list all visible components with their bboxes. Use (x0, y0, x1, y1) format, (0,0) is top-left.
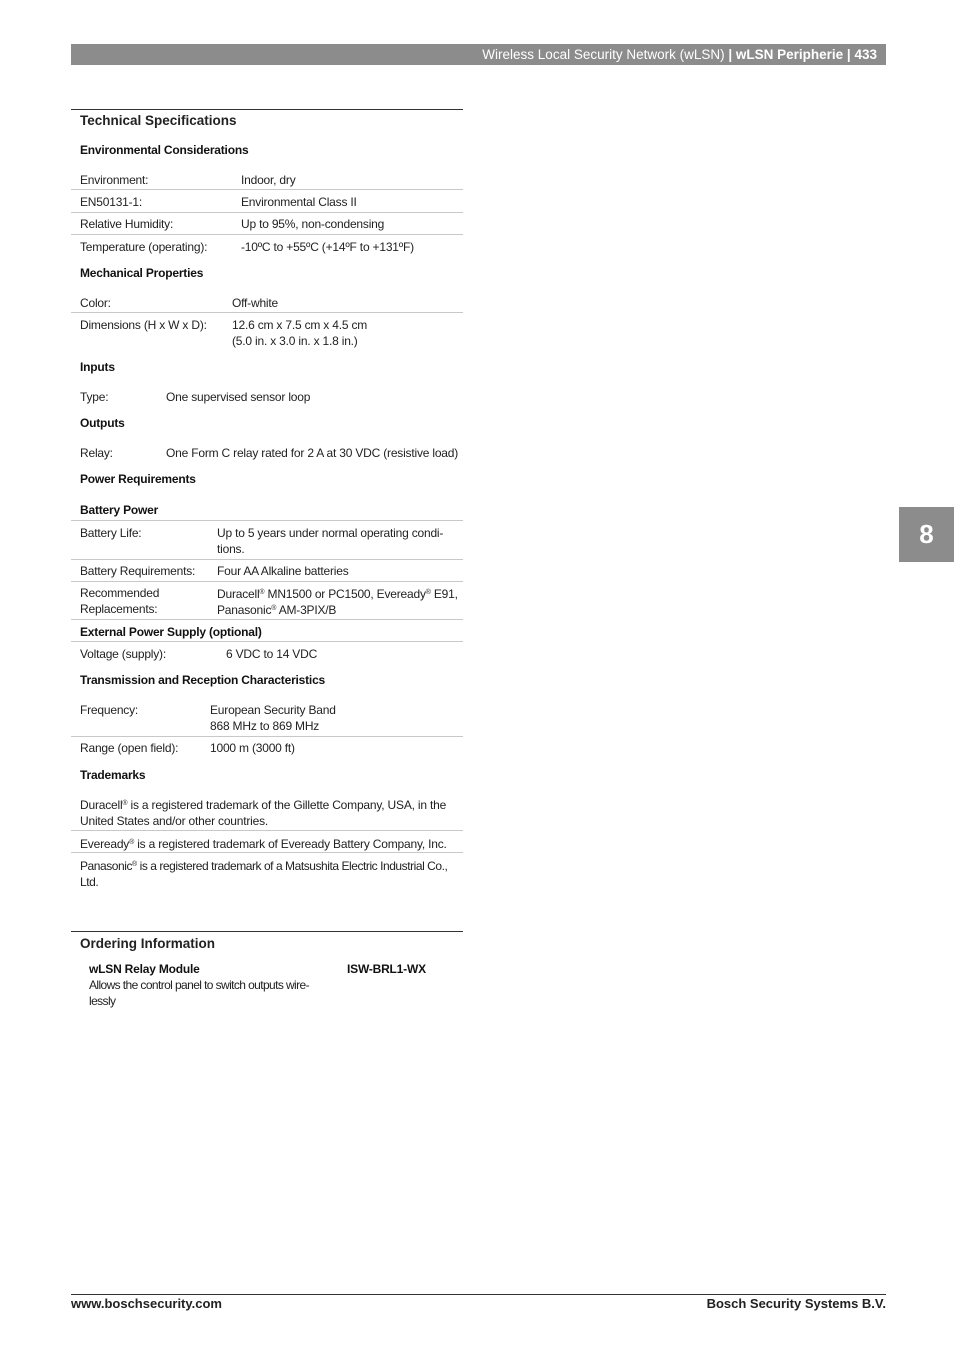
footer-url[interactable]: www.boschsecurity.com (71, 1296, 222, 1311)
trademark-text: is a registered trademark of Eveready Battery Company, Inc. (134, 837, 447, 851)
row-divider (71, 830, 463, 831)
footer-company: Bosch Security Systems B.V. (706, 1296, 886, 1311)
product-name: wLSN Relay Module (89, 962, 200, 976)
spec-label: Relay: (80, 446, 113, 460)
chapter-tab: 8 (899, 507, 954, 562)
spec-value: Up to 5 years under normal operating condi- (217, 526, 444, 540)
spec-label: Frequency: (80, 703, 139, 717)
value-text: E91, (430, 587, 458, 601)
spec-label: Battery Requirements: (80, 564, 196, 578)
spec-label-line2: Replacements: (80, 602, 158, 616)
page-header (71, 44, 886, 65)
transmission-heading: Transmission and Reception Characteristics (80, 673, 326, 687)
registered-mark: ® (129, 839, 135, 846)
trademark-text-line2: Ltd. (80, 875, 99, 889)
registered-mark: ® (132, 861, 137, 868)
trademark-text: is a registered trademark of a Matsushita Electric Industrial Co., (136, 859, 448, 873)
spec-label: Color: (80, 296, 111, 310)
trademarks-heading: Trademarks (80, 768, 146, 782)
battery-heading: Battery Power (80, 503, 159, 517)
registered-mark: ® (259, 589, 265, 596)
product-description-line1: Allows the control panel to switch outputs wire- (89, 978, 309, 992)
brand-panasonic: Panasonic (217, 603, 272, 617)
brand-eveready: Eveready (80, 837, 130, 851)
outputs-heading: Outputs (80, 416, 125, 430)
spec-label: Environment: (80, 173, 149, 187)
registered-mark: ® (122, 800, 128, 807)
spec-value: -10ºC to +55ºC (+14ºF to +131ºF) (241, 240, 414, 254)
footer-rule (71, 1294, 886, 1295)
spec-value: European Security Band (210, 703, 336, 717)
ordering-rule (71, 931, 463, 932)
ordering-title: Ordering Information (80, 936, 215, 951)
trademark-note (80, 796, 463, 829)
spec-value: 1000 m (3000 ft) (210, 741, 295, 755)
registered-mark: ® (425, 589, 431, 596)
row-divider (71, 312, 463, 313)
row-divider (71, 189, 463, 190)
product-description-line2: lessly (89, 994, 116, 1008)
spec-label: Dimensions (H x W x D): (80, 318, 207, 332)
row-divider (71, 619, 463, 620)
header-chapter: | wLSN Peripherie | 433 (728, 47, 877, 62)
row-divider (71, 520, 463, 521)
spec-value: One Form C relay rated for 2 A at 30 VDC (resistive load) (166, 446, 459, 460)
inputs-heading: Inputs (80, 360, 115, 374)
row-divider (71, 852, 463, 853)
spec-value: 6 VDC to 14 VDC (226, 647, 318, 661)
registered-mark: ® (271, 605, 277, 612)
row-divider (71, 212, 463, 213)
spec-value-line2: 868 MHz to 869 MHz (210, 719, 320, 733)
spec-label: Voltage (supply): (80, 647, 166, 661)
spec-value: Off-white (232, 296, 278, 310)
brand-duracell: Duracell (217, 587, 260, 601)
brand-duracell: Duracell (80, 798, 123, 812)
spec-label: Range (open field): (80, 741, 179, 755)
spec-label: Temperature (operating): (80, 240, 208, 254)
trademark-text-line2: United States and/or other countries. (80, 814, 269, 828)
spec-label: Recommended (80, 586, 160, 600)
spec-label: EN50131-1: (80, 195, 143, 209)
product-description (89, 977, 329, 1009)
value-text: AM-3PIX/B (276, 603, 337, 617)
value-text: MN1500 or PC1500, Eveready (264, 587, 426, 601)
spec-value-line2 (217, 601, 336, 618)
row-divider (71, 581, 463, 582)
trademark-note (80, 857, 463, 890)
spec-label: Battery Life: (80, 526, 142, 540)
spec-label: Relative Humidity: (80, 217, 174, 231)
trademark-text: is a registered trademark of the Gillette Company, USA, in the (127, 798, 447, 812)
row-divider (71, 559, 463, 560)
power-heading: Power Requirements (80, 472, 196, 486)
spec-value: Up to 95%, non-condensing (241, 217, 385, 231)
brand-panasonic: Panasonic (80, 859, 132, 873)
spec-value-line2: tions. (217, 542, 245, 556)
tech-specs-rule (71, 109, 463, 110)
header-section: Wireless Local Security Network (wLSN) (482, 47, 725, 62)
external-power-heading: External Power Supply (optional) (80, 625, 262, 639)
spec-value: One supervised sensor loop (166, 390, 311, 404)
product-code: ISW-BRL1-WX (347, 962, 426, 976)
spec-value: 12.6 cm x 7.5 cm x 4.5 cm (232, 318, 368, 332)
spec-value-line2: (5.0 in. x 3.0 in. x 1.8 in.) (232, 334, 358, 348)
tech-specs-title: Technical Specifications (80, 113, 237, 128)
row-divider (71, 736, 463, 737)
mechanical-heading: Mechanical Properties (80, 266, 204, 280)
spec-value: Indoor, dry (241, 173, 296, 187)
environmental-heading: Environmental Considerations (80, 143, 249, 157)
spec-value: Environmental Class II (241, 195, 357, 209)
spec-label: Type: (80, 390, 109, 404)
row-divider (71, 641, 463, 642)
trademark-note (80, 835, 463, 852)
spec-value: Four AA Alkaline batteries (217, 564, 349, 578)
row-divider (71, 234, 463, 235)
spec-value (217, 585, 458, 602)
